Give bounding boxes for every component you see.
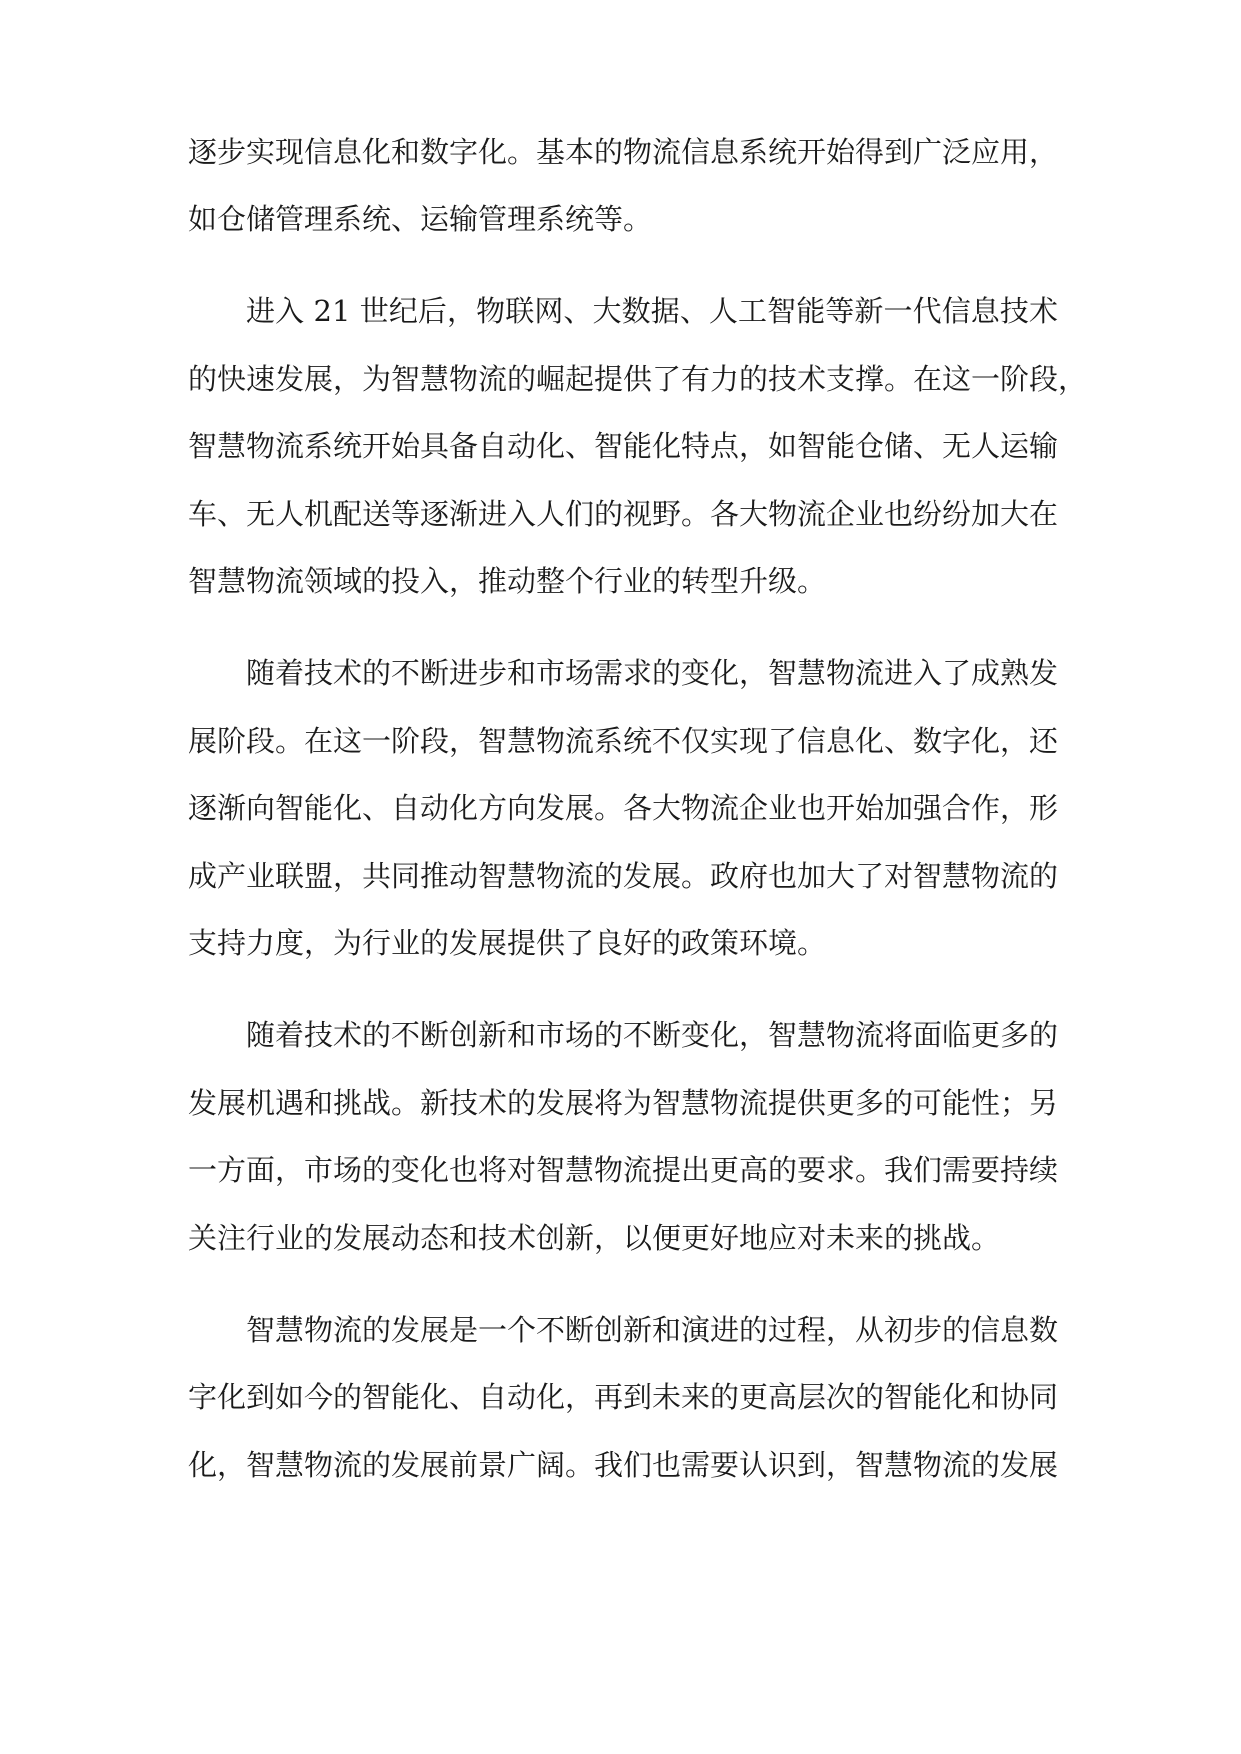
text-line: 一方面，市场的变化也将对智慧物流提出更高的要求。我们需要持续: [188, 1153, 1059, 1187]
text-line: 展阶段。在这一阶段，智慧物流系统不仅实现了信息化、数字化，还: [188, 724, 1059, 758]
text-line: 如仓储管理系统、运输管理系统等。: [188, 202, 653, 236]
text-line: 支持力度，为行业的发展提供了良好的政策环境。: [188, 926, 827, 960]
text-line: 逐渐向智能化、自动化方向发展。各大物流企业也开始加强合作，形: [188, 791, 1059, 825]
text-line: 关注行业的发展动态和技术创新，以便更好地应对未来的挑战。: [188, 1221, 1001, 1255]
text-line: 车、无人机配送等逐渐进入人们的视野。各大物流企业也纷纷加大在: [188, 497, 1059, 531]
text-line: 成产业联盟，共同推动智慧物流的发展。政府也加大了对智慧物流的: [188, 859, 1059, 893]
text-line: 字化到如今的智能化、自动化，再到未来的更高层次的智能化和协同: [188, 1380, 1059, 1414]
paragraph-first-line: 随着技术的不断进步和市场需求的变化，智慧物流进入了成熟发: [246, 656, 1059, 690]
paragraph-first-line: 随着技术的不断创新和市场的不断变化，智慧物流将面临更多的: [246, 1018, 1059, 1052]
text-line: 化，智慧物流的发展前景广阔。我们也需要认识到，智慧物流的发展: [188, 1448, 1059, 1482]
paragraph-first-line: 进入 21 世纪后，物联网、大数据、人工智能等新一代信息技术: [246, 294, 1058, 328]
text-line: 智慧物流领域的投入，推动整个行业的转型升级。: [188, 564, 827, 598]
text-line: 智慧物流系统开始具备自动化、智能化特点，如智能仓储、无人运输: [188, 429, 1059, 463]
text-line: 发展机遇和挑战。新技术的发展将为智慧物流提供更多的可能性；另: [188, 1086, 1059, 1120]
paragraph-first-line: 智慧物流的发展是一个不断创新和演进的过程，从初步的信息数: [246, 1313, 1059, 1347]
text-line: 的快速发展，为智慧物流的崛起提供了有力的技术支撑。在这一阶段，: [188, 362, 1088, 396]
text-line: 逐步实现信息化和数字化。基本的物流信息系统开始得到广泛应用，: [188, 135, 1059, 169]
